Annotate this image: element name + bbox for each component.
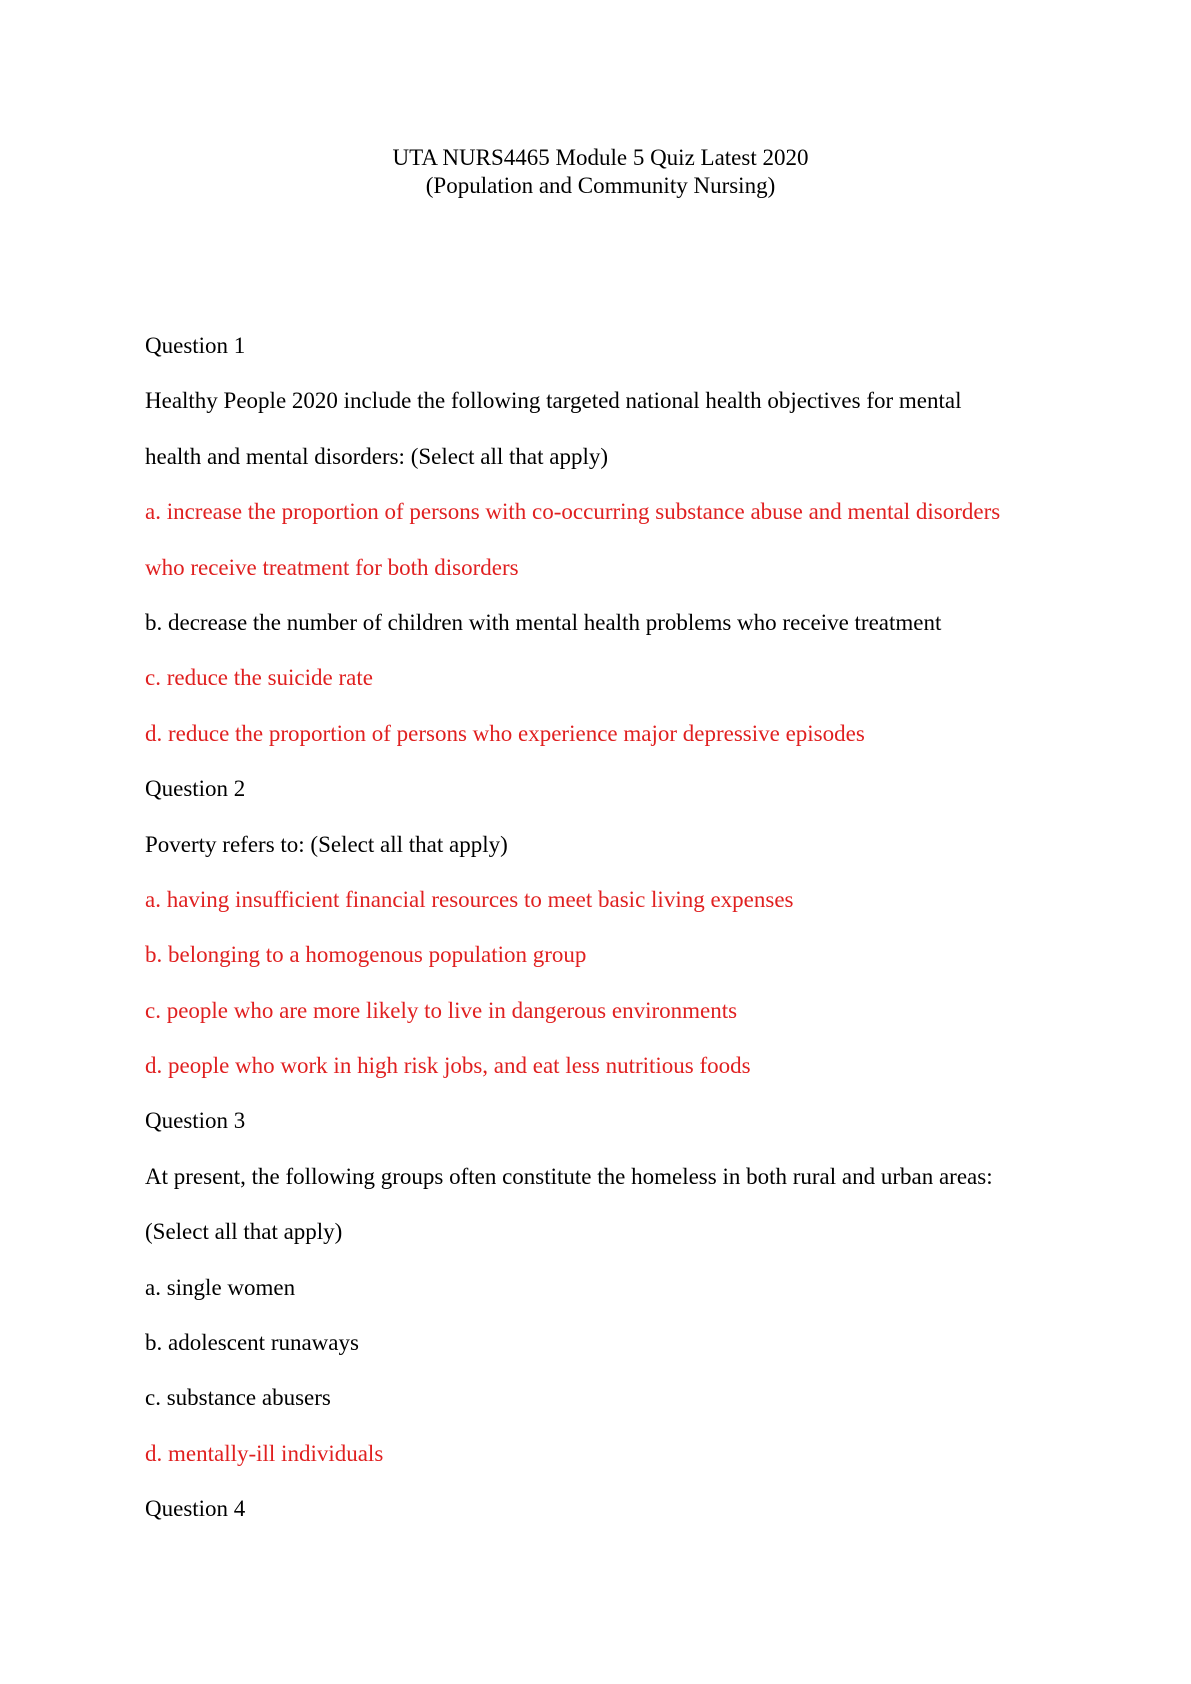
question-block <box>145 774 1075 1106</box>
answer-option: b. adolescent runaways <box>145 1330 359 1356</box>
answer-option-correct: d. people who work in high risk jobs, and eat less nutritious foods <box>145 1053 751 1079</box>
answer-option: c. substance abusers <box>145 1385 331 1411</box>
answer-option-correct: a. increase the proportion of persons with co-occurring substance abuse and mental disorders <box>145 499 1001 525</box>
document-subtitle: (Population and Community Nursing) <box>425 173 776 198</box>
answer-option: a. single women <box>145 1274 296 1300</box>
question-block <box>145 1106 1075 1494</box>
answer-option-correct: a. having insufficient financial resources to meet basic living expenses <box>145 886 794 912</box>
question-label: Question 2 <box>145 776 246 802</box>
question-block <box>145 1494 1075 1549</box>
answer-option-correct: c. reduce the suicide rate <box>145 665 373 691</box>
document-header <box>0 144 1191 200</box>
answer-option-correct: d. mentally-ill individuals <box>145 1440 384 1466</box>
question-label: Question 1 <box>145 333 246 358</box>
document-title: UTA NURS4465 Module 5 Quiz Latest 2020 <box>392 145 809 170</box>
answer-option-correct-continued: who receive treatment for both disorders <box>145 554 519 580</box>
question-label: Question 4 <box>145 1496 246 1522</box>
quiz-content <box>145 331 1075 1550</box>
question-stem-line: Poverty refers to: (Select all that apply) <box>145 831 508 857</box>
answer-option-correct: c. people who are more likely to live in dangerous environments <box>145 997 738 1023</box>
question-stem-line: At present, the following groups often constitute the homeless in both rural and urban areas: <box>145 1163 993 1189</box>
question-stem-line: health and mental disorders: (Select all that apply) <box>145 443 609 469</box>
question-stem-line: Healthy People 2020 include the following targeted national health objectives for mental <box>145 388 962 414</box>
answer-option: b. decrease the number of children with mental health problems who receive treatment <box>145 609 942 635</box>
question-label: Question 3 <box>145 1108 246 1134</box>
answer-option-correct: d. reduce the proportion of persons who experience major depressive episodes <box>145 720 865 746</box>
answer-option-correct: b. belonging to a homogenous population group <box>145 942 587 968</box>
question-block <box>145 331 1075 774</box>
question-stem-line: (Select all that apply) <box>145 1219 343 1245</box>
